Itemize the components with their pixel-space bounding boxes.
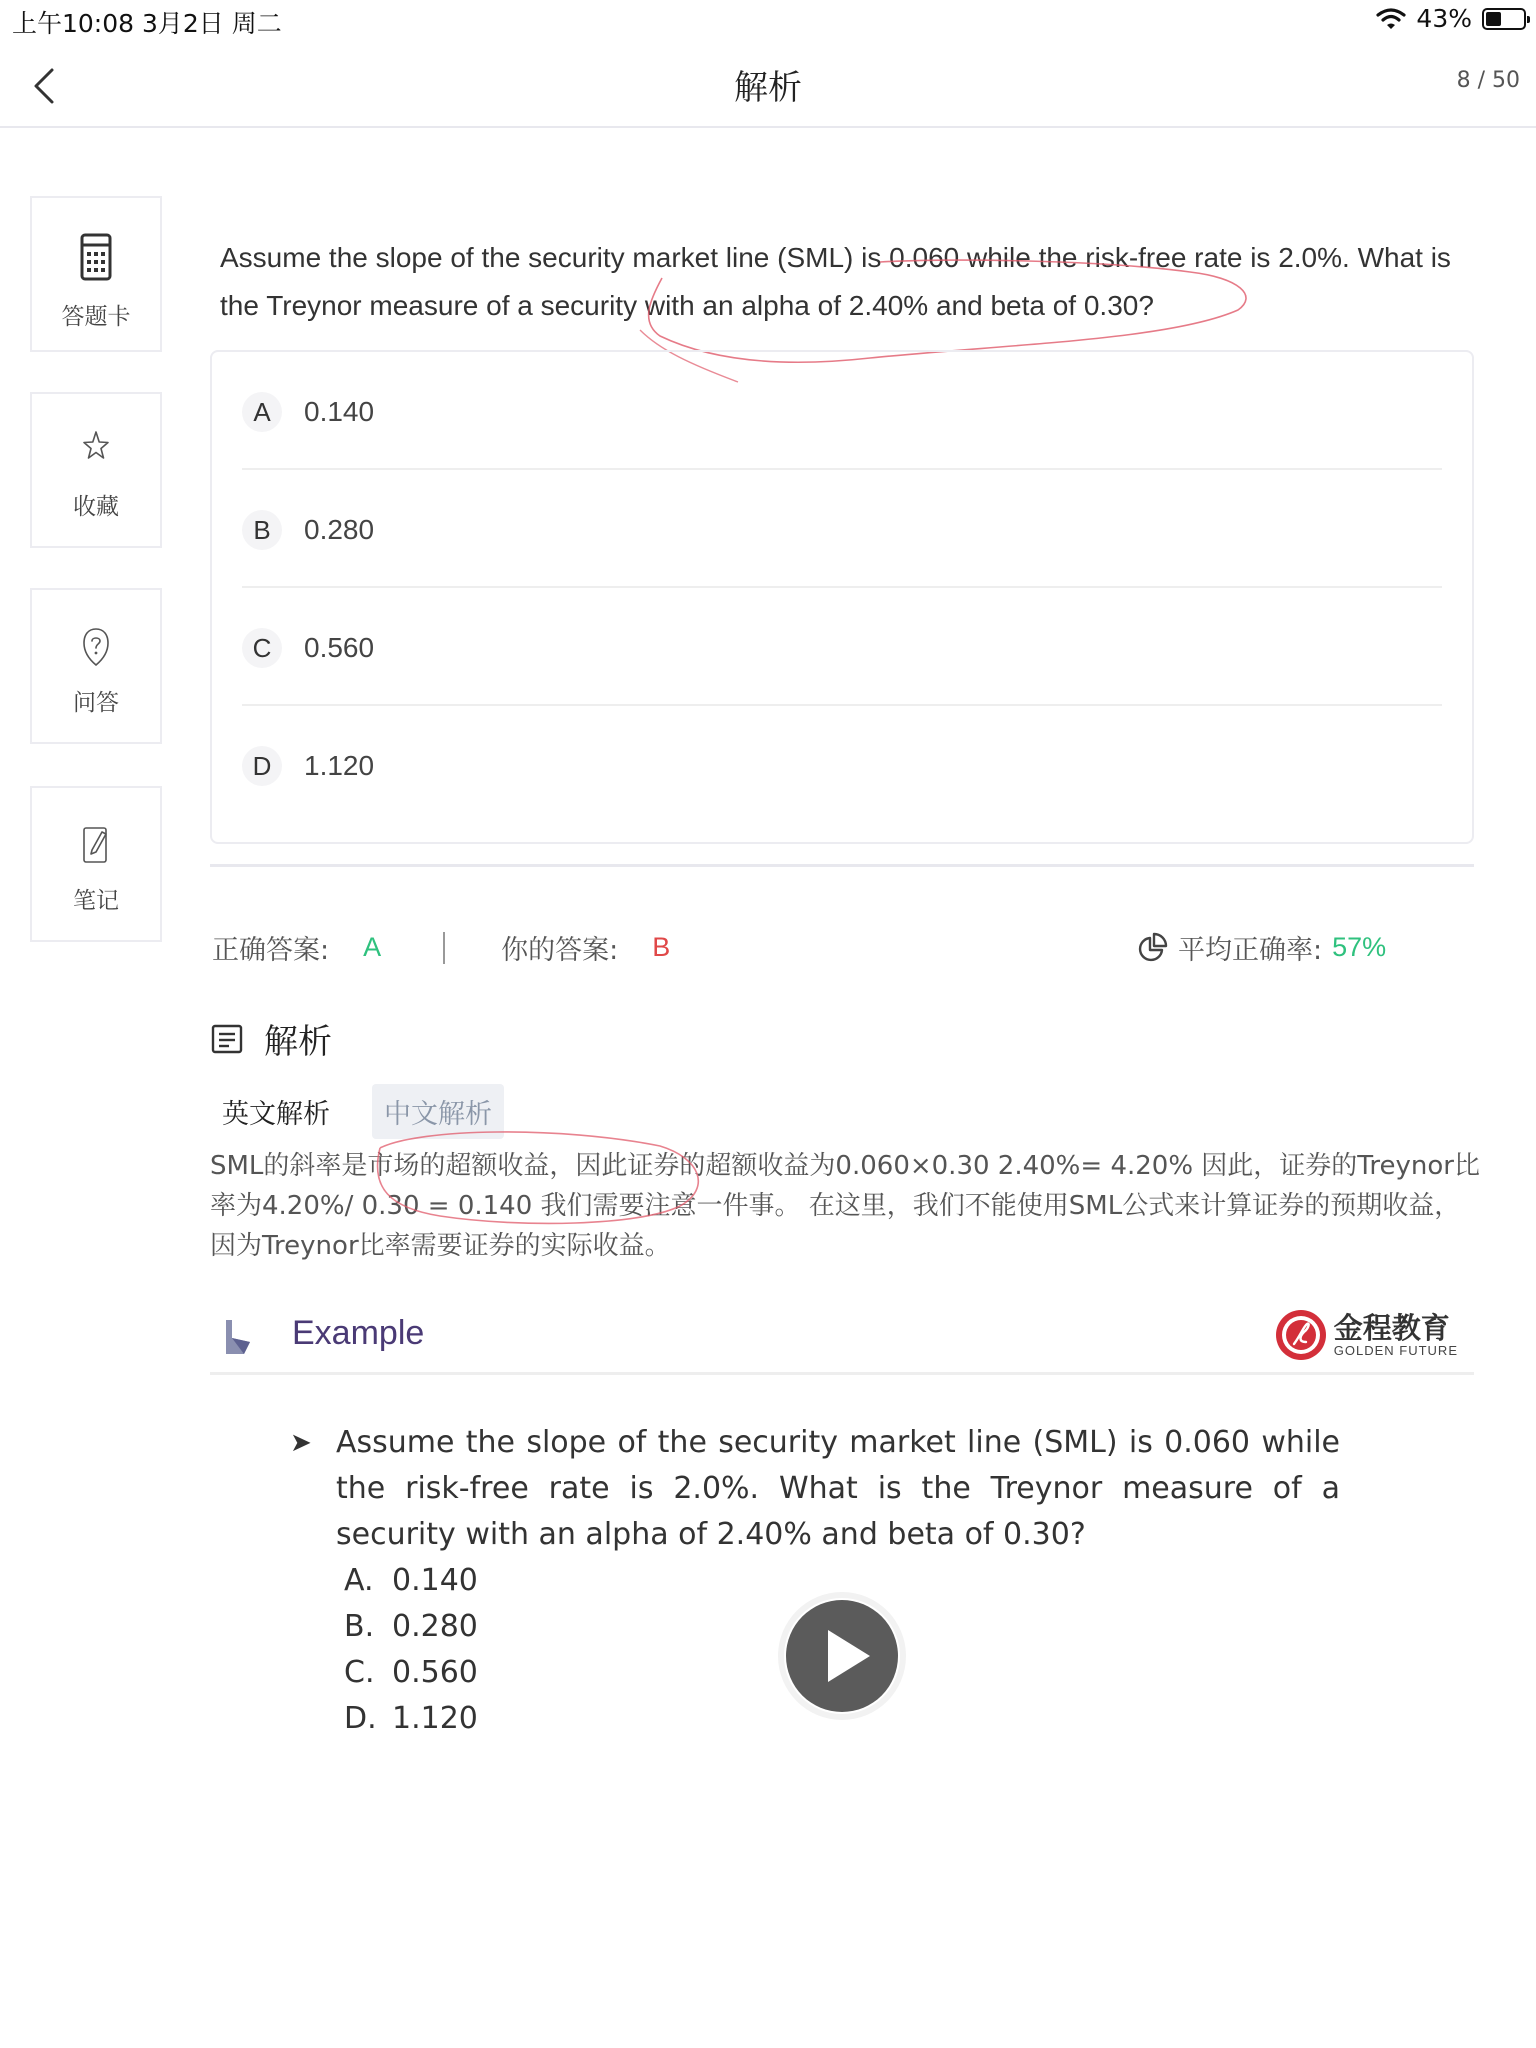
note-icon — [82, 824, 110, 866]
analysis-title: 解析 — [264, 1022, 332, 1062]
option-c[interactable] — [242, 588, 1442, 706]
option-text: 1.120 — [304, 750, 375, 781]
slide-option-text: 0.560 — [392, 1655, 478, 1690]
battery-level — [1486, 12, 1501, 26]
option-d[interactable] — [242, 706, 1442, 824]
analysis-text: SML的斜率是市场的超额收益，因此证券的超额收益为0.060×0.30 2.40%= 4.20% 因此，证券的Treynor比率为4.20%/ 0.30 = 0.140 我们需要注意一件事。 在这里，我们不能使用SML公式来计算证券的预期收益，因为Treynor比率需要证券的实际收益。 — [210, 1151, 1480, 1261]
brand-name-cn: 金程教育 — [1333, 1310, 1450, 1345]
battery-percent: 43% — [1416, 4, 1472, 33]
brand-logo — [1274, 1308, 1458, 1362]
option-letter: B — [242, 510, 282, 550]
question-icon — [82, 626, 110, 668]
slide-option-letter: C. — [344, 1655, 375, 1690]
brand-name-en: GOLDEN FUTURE — [1333, 1342, 1458, 1358]
slide-header — [210, 1300, 1474, 1375]
page-title: 解析 — [734, 68, 802, 108]
answer-summary — [212, 928, 670, 967]
option-b[interactable] — [242, 470, 1442, 588]
slide-option-letter: B. — [344, 1609, 375, 1644]
answer-card-button[interactable] — [30, 196, 162, 352]
slide-option-letter: D. — [344, 1701, 377, 1736]
slide-option-text: 1.120 — [392, 1701, 478, 1736]
nav-header — [0, 40, 1536, 128]
slide-logo-icon — [222, 1318, 254, 1356]
analysis-heading — [210, 1014, 332, 1063]
wifi-icon — [1376, 7, 1406, 31]
option-text: 0.280 — [304, 514, 375, 545]
annotation-mark — [360, 1118, 720, 1236]
status-indicators — [1376, 4, 1526, 33]
sidebar-item-label: 收藏 — [73, 494, 119, 520]
favorite-button[interactable] — [30, 392, 162, 548]
correct-answer-label: 正确答案: — [212, 935, 330, 966]
bullet-arrow-icon: ➤ — [290, 1428, 312, 1458]
correct-answer-value: A — [363, 932, 382, 962]
battery-icon — [1482, 8, 1526, 30]
status-time: 上午10:08 3月2日 周二 — [12, 9, 282, 38]
tab-chinese-analysis[interactable]: 中文解析 — [372, 1084, 504, 1139]
question-text: Assume the slope of the security market line (SML) is 0.060 while the risk-free rate is 2.0%. What is the Treynor measure of a security with an alpha of 2.40% and beta of 0.30? — [220, 242, 1451, 321]
your-answer-value: B — [652, 932, 671, 962]
slide-option-text: 0.280 — [392, 1609, 478, 1644]
pie-chart-icon — [1136, 932, 1168, 964]
video-play-button[interactable] — [776, 1590, 908, 1722]
option-text: 0.140 — [304, 396, 375, 427]
note-button[interactable] — [30, 786, 162, 942]
option-text: 0.560 — [304, 632, 375, 663]
option-letter: D — [242, 746, 282, 786]
qa-button[interactable] — [30, 588, 162, 744]
your-answer-label: 你的答案: — [501, 935, 619, 966]
slide-question — [290, 1420, 1340, 1558]
slide-title: Example — [292, 1314, 425, 1352]
slide-question-text: Assume the slope of the security market line (SML) is 0.060 while the risk-free rate is 2.0%. What is the Treynor measure of a security with an alpha of 2.40% and beta of 0.30? — [336, 1425, 1340, 1552]
slide-option-letter: A. — [344, 1563, 374, 1598]
tab-english-analysis[interactable]: 英文解析 — [222, 1099, 330, 1130]
sidebar-item-label: 笔记 — [73, 888, 119, 914]
options-list — [210, 350, 1474, 844]
separator — [443, 932, 445, 964]
accuracy-value: 57% — [1332, 932, 1387, 962]
accuracy-label: 平均正确率: — [1178, 935, 1323, 966]
section-divider — [210, 864, 1474, 867]
sidebar-item-label: 答题卡 — [61, 304, 131, 330]
option-letter: C — [242, 628, 282, 668]
star-icon — [83, 428, 109, 468]
answer-card-icon — [79, 232, 113, 282]
document-icon — [210, 1022, 244, 1056]
brand-seal-icon — [1274, 1308, 1328, 1362]
sidebar-item-label: 问答 — [73, 690, 119, 716]
option-letter: A — [242, 392, 282, 432]
question-counter: 8 / 50 — [1456, 68, 1520, 93]
slide-option-text: 0.140 — [392, 1563, 478, 1598]
option-a[interactable] — [242, 352, 1442, 470]
average-accuracy — [1136, 928, 1386, 967]
